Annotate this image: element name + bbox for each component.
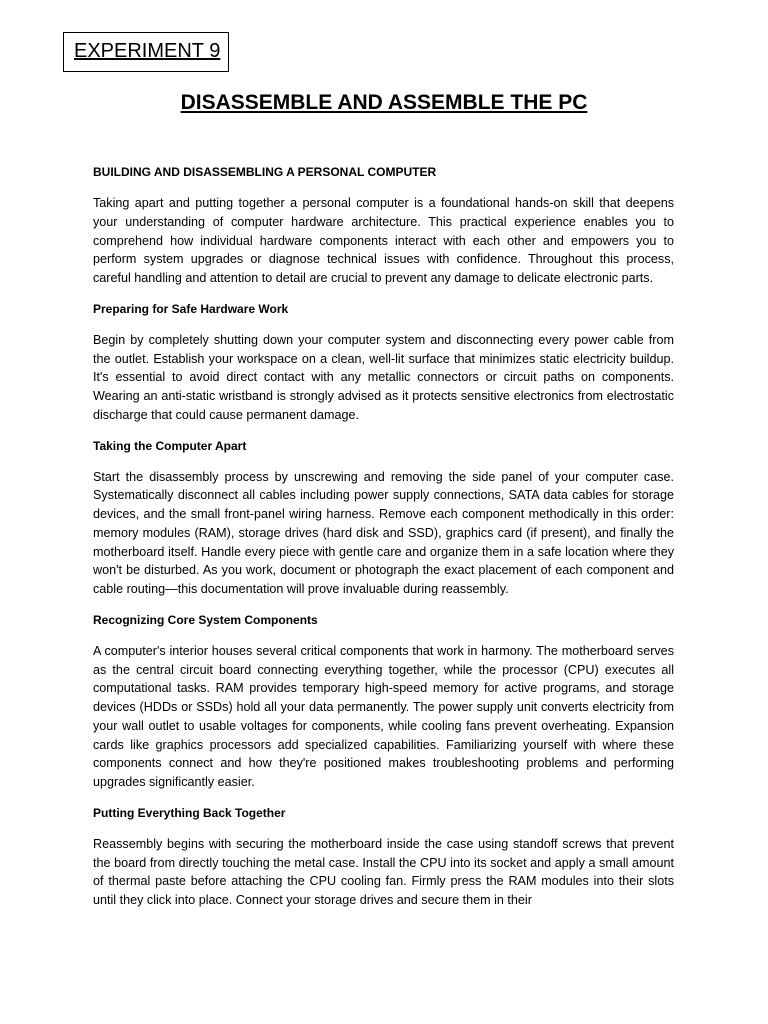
- section-paragraph-components: A computer's interior houses several critical components that work in harmony. The motherboard serves as the central circuit board connecting everything together, while the processor (CPU) executes all computational tasks. RAM provides temporary high-speed memory for active programs, and storage devices (HDDs or SSDs) hold all your data permanently. The power supply unit converts electricity from your wall outlet to usable voltages for components, while cooling fans prevent overheating. Expansion cards like graphics processors add specialized capabilities. Familiarizing yourself with where these components connect and how they're positioned makes troubleshooting problems and performing upgrades significantly easier.: [93, 643, 674, 789]
- section-heading-reassembly: Putting Everything Back Together: [93, 805, 286, 820]
- section-heading-preparing: Preparing for Safe Hardware Work: [93, 301, 289, 316]
- section-paragraph-building: Taking apart and putting together a personal computer is a foundational hands-on skill that deepens your understanding of computer hardware architecture. This practical experience enables you to comprehend how individual hardware components interact with each other and empowers you to perform system upgrades or diagnose technical issues with confidence. Throughout this process, careful handling and attention to detail are crucial to prevent any damage to delicate electronic parts.: [93, 196, 674, 285]
- section-paragraph-reassembly: Reassembly begins with securing the motherboard inside the case using standoff screws that prevent the board from directly touching the metal case. Install the CPU into its socket and apply a small amount of thermal paste before attaching the CPU cooling fan. Firmly press the RAM modules into their slots until they click into place. Connect your storage drives and secure them in their: [93, 836, 674, 907]
- section-heading-building: BUILDING AND DISASSEMBLING A PERSONAL COMPUTER: [93, 165, 437, 179]
- document-body: [93, 163, 674, 910]
- experiment-label-box: [63, 32, 229, 72]
- section-heading-components: Recognizing Core System Components: [93, 612, 318, 627]
- section-paragraph-taking-apart: Start the disassembly process by unscrewing and removing the side panel of your computer case. Systematically disconnect all cables including power supply connections, SATA data cables for storage devices, and the small front-panel wiring harness. Remove each component methodically in this order: memory modules (RAM), storage drives (hard disk and SSD), graphics card (if present), and finally the motherboard itself. Handle every piece with gentle care and organize them in a safe location where they won't be disturbed. As you work, document or photograph the exact placement of each component and cable routing—this documentation will prove invaluable during reassembly.: [93, 469, 674, 596]
- document-title: DISASSEMBLE AND ASSEMBLE THE PC: [180, 91, 588, 114]
- section-heading-taking-apart: Taking the Computer Apart: [93, 438, 247, 453]
- section-paragraph-preparing: Begin by completely shutting down your computer system and disconnecting every power cable from the outlet. Establish your workspace on a clean, well-lit surface that minimizes static electricity buildup. It's essential to avoid direct contact with any metallic connectors or circuit paths on components. Wearing an anti-static wristband is strongly advised as it protects sensitive electronics from electrostatic discharge that could cause permanent damage.: [93, 332, 674, 422]
- experiment-label: EXPERIMENT 9: [74, 40, 221, 62]
